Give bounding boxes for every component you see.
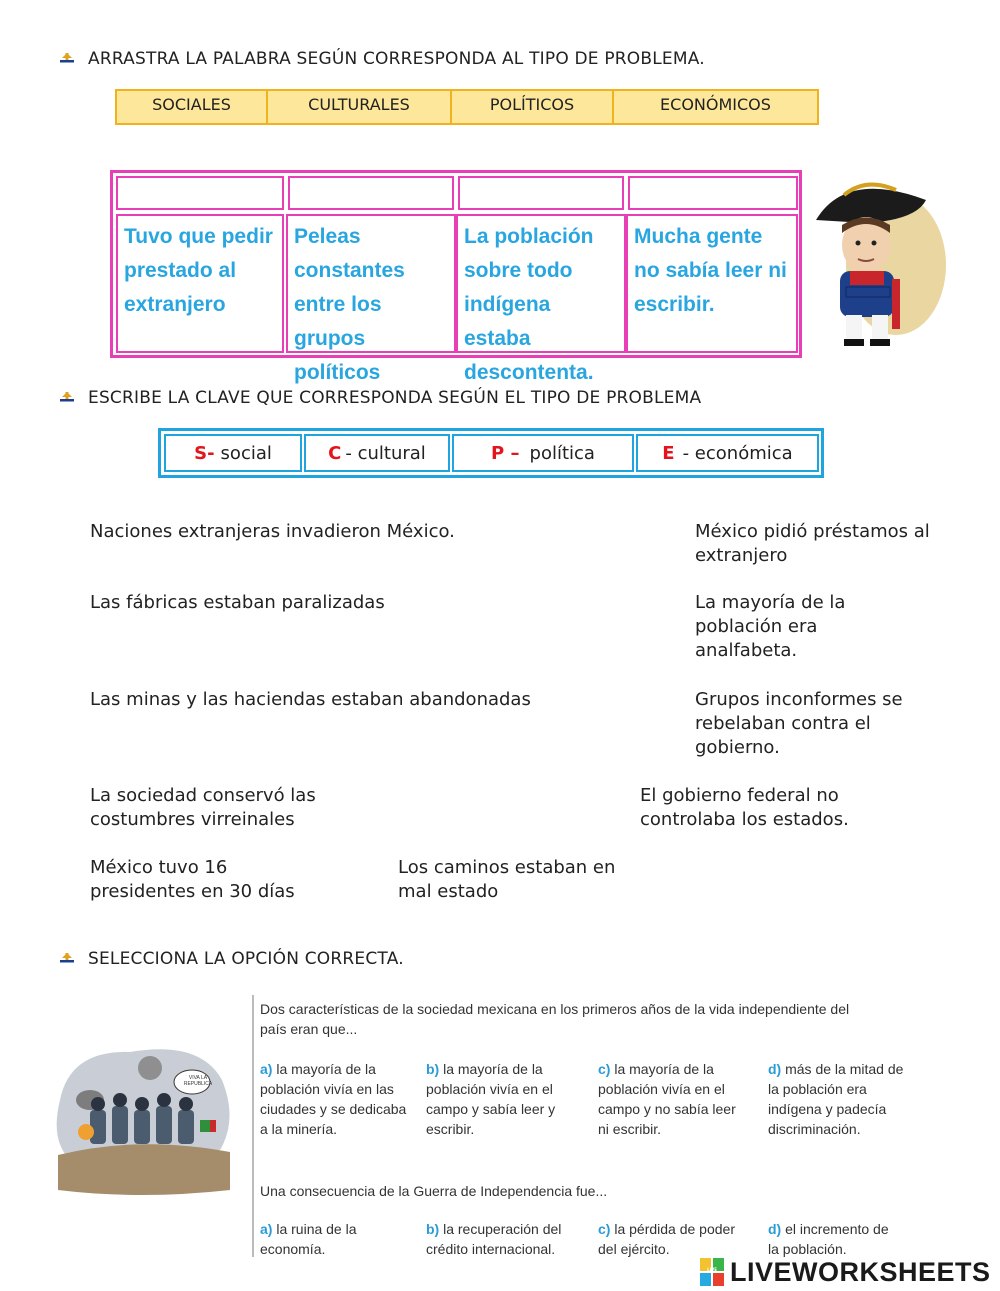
drop-zone-4[interactable] — [628, 176, 798, 210]
q2-option-b-letter: b) — [426, 1221, 440, 1237]
problem-text-2: Peleas constantes entre los grupos políticos — [286, 214, 456, 353]
key-code-s: S- — [194, 442, 215, 464]
q1-option-d[interactable] — [768, 1059, 918, 1139]
statement-8: El gobierno federal no controlaba los estados. — [640, 785, 849, 830]
key-table — [158, 428, 824, 478]
instruction-select: SELECCIONA LA OPCIÓN CORRECTA. — [88, 949, 404, 969]
q1-option-a[interactable] — [260, 1059, 410, 1139]
instruction-drag: ARRASTRA LA PALABRA SEGÚN CORRESPONDA AL TIPO DE PROBLEMA. — [88, 49, 705, 69]
key-politica — [452, 434, 634, 472]
word-culturales[interactable]: CULTURALES — [268, 91, 452, 123]
statement-4: La mayoría de la población era analfabeta. — [695, 592, 846, 661]
statement-10: Los caminos estaban en mal estado — [398, 857, 616, 902]
q2-option-d-text: el incremento de la población. — [768, 1221, 889, 1257]
q1-option-c[interactable] — [598, 1059, 738, 1139]
word-politicos[interactable]: POLÍTICOS — [452, 91, 614, 123]
word-sociales[interactable]: SOCIALES — [117, 91, 268, 123]
drop-zone-1[interactable] — [116, 176, 284, 210]
statement-1: Naciones extranjeras invadieron México. — [90, 521, 455, 542]
key-label-s: social — [220, 442, 272, 464]
logo-badge-text: LIVE — [707, 1267, 717, 1272]
statement-6: Grupos inconformes se rebelaban contra el gobierno. — [695, 689, 903, 758]
q1-option-b-letter: b) — [426, 1061, 440, 1077]
statement-9: México tuvo 16 presidentes en 30 días — [90, 857, 295, 902]
q2-option-c-text: la pérdida de poder del ejército. — [598, 1221, 735, 1257]
bullet-icon — [58, 389, 76, 407]
logo-text: LIVEWORKSHEETS — [730, 1256, 991, 1287]
war-cartoon-illustration — [50, 1040, 238, 1198]
word-economicos[interactable]: ECONÓMICOS — [660, 95, 771, 114]
cartoon-sign-text: VIVA LA REPUBLICA — [183, 1075, 213, 1087]
q2-option-b-text: la recuperación del crédito internacional. — [426, 1221, 562, 1257]
statement-7: La sociedad conservó las costumbres virreinales — [90, 785, 316, 830]
key-label-e: - económica — [682, 442, 793, 464]
q1-option-d-letter: d) — [768, 1061, 782, 1077]
q1-option-b-text: la mayoría de la población vivía en el campo y sabía leer y escribir. — [426, 1061, 556, 1137]
key-label-p: política — [529, 442, 595, 464]
q2-option-a-text: la ruina de la economía. — [260, 1221, 357, 1257]
liveworksheets-logo — [700, 1257, 991, 1287]
q2-option-c[interactable] — [598, 1219, 748, 1259]
liveworksheets-badge-icon — [700, 1258, 724, 1286]
statement-5: Las minas y las haciendas estaban abandonadas — [90, 689, 531, 710]
q2-option-d-letter: d) — [768, 1221, 782, 1237]
statement-3: Las fábricas estaban paralizadas — [90, 592, 385, 613]
key-social — [164, 434, 302, 472]
key-economica — [636, 434, 819, 472]
key-code-e: E — [662, 442, 675, 464]
q1-option-c-letter: c) — [598, 1061, 611, 1077]
problem-text-1: Tuvo que pedir prestado al extranjero — [116, 214, 284, 353]
instruction-key: ESCRIBE LA CLAVE QUE CORRESPONDA SEGÚN EL TIPO DE PROBLEMA — [88, 388, 702, 408]
q1-option-b[interactable] — [426, 1059, 576, 1139]
problem-text-4: Mucha gente no sabía leer ni escribir. — [626, 214, 798, 353]
bullet-icon — [58, 50, 76, 68]
question-panel — [252, 995, 906, 1257]
q1-option-c-text: la mayoría de la población vivía en el campo y no sabía leer ni escribir. — [598, 1061, 736, 1137]
q2-option-a-letter: a) — [260, 1221, 273, 1237]
question-1-text: Dos características de la sociedad mexicana en los primeros años de la vida independiente del país eran que... — [260, 1001, 850, 1037]
drop-zone-3[interactable] — [458, 176, 624, 210]
q1-option-d-text: más de la mitad de la población era indígena y padecía discriminación. — [768, 1061, 904, 1137]
napoleon-illustration — [806, 175, 948, 347]
q1-option-a-letter: a) — [260, 1061, 273, 1077]
key-code-p: P – — [491, 442, 520, 464]
problem-text-3: La población sobre todo indígena estaba descontenta. — [456, 214, 626, 353]
problem-table — [110, 170, 802, 384]
question-2-text: Una consecuencia de la Guerra de Independencia fue... — [260, 1183, 608, 1199]
q2-option-a[interactable] — [260, 1219, 410, 1259]
word-bank — [115, 89, 819, 125]
bullet-icon — [58, 950, 76, 968]
q1-option-a-text: la mayoría de la población vivía en las ciudades y se dedicaba a la minería. — [260, 1061, 407, 1137]
q2-option-d[interactable] — [768, 1219, 898, 1259]
key-code-c: C — [328, 442, 342, 464]
statement-2: México pidió préstamos al extranjero — [695, 521, 930, 566]
drop-zone-2[interactable] — [288, 176, 454, 210]
q2-option-c-letter: c) — [598, 1221, 611, 1237]
key-cultural — [304, 434, 450, 472]
key-label-c: - cultural — [345, 442, 426, 464]
q2-option-b[interactable] — [426, 1219, 586, 1259]
